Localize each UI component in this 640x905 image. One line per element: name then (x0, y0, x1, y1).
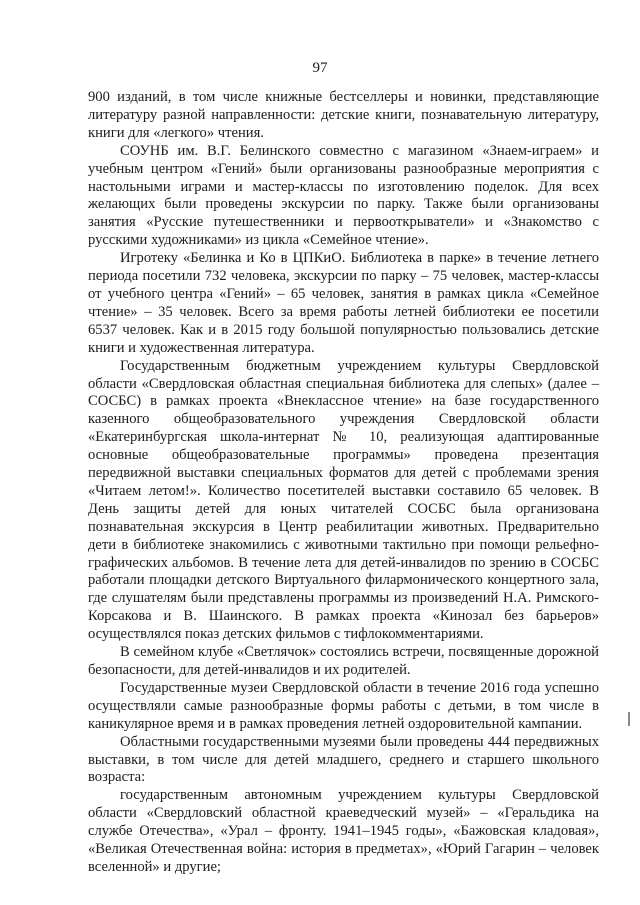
paragraph-regional-museum: государственным автономным учреждением культуры Свердловской области «Свердловский областной краеведческий музей» – «Геральдика на службе Отечества», «Урал – фронту. 1941–1945 годы», «Бажовская кладовая», «Великая Отечественная война: история в предметах», «Юрий Гагарин – человек вселенной» и другие; (88, 787, 599, 875)
paragraph-family-club: В семейном клубе «Светлячок» состоялись встречи, посвященные дорожной безопасности, для детей-инвалидов и их родителей. (88, 644, 599, 678)
paragraph-sounb-events: СОУНБ им. В.Г. Белинского совместно с магазином «Знаем-играем» и учебным центром «Гений» были организованы разнообразные мероприятия с настольными играми и мастер-классы по изготовлению поделок. Для всех желающих были проведены экскурсии по парку. Также были организованы занятия «Русские путешественники и первооткрыватели» и «Знакомство с русскими художниками» из цикла «Семейное чтение». (88, 142, 599, 249)
paragraph-exhibitions: Областными государственными музеями были проведены 444 передвижных выставки, в том числе для детей младшего, среднего и старшего школьного возраста: (88, 733, 599, 786)
scan-margin-mark (628, 712, 630, 726)
body-text (88, 89, 599, 877)
paragraph-sosbs: Государственным бюджетным учреждением культуры Свердловской области «Свердловская областная специальная библиотека для слепых» (далее – СОСБС) в рамках проекта «Внеклассное чтение» на базе государственного казенного общеобразовательного учреждения Свердловской области «Екатеринбургская школа-интернат № 10, реализующая адаптированные основные общеобразовательные программы» проведена презентация передвижной выставки специальных форматов для детей с проблемами зрения «Читаем летом!». Количество посетителей выставки составило 65 человек. В День защиты детей для юных читателей СОСБС была организована познавательная экскурсия в Центр реабилитации животных. Предварительно дети в библиотеке знакомились с животными тактильно при помощи рельефно-графических альбомов. В течение лета для детей-инвалидов по зрению в СОСБС работали площадки детского Виртуального филармонического концертного зала, где слушателям были представлены программы из произведений Н.А. Римского-Корсакова и В. Шаинского. В рамках проекта «Кинозал без барьеров» осуществлялся показ детских фильмов с тифлокомментариями. (88, 357, 599, 643)
paragraph-museums: Государственные музеи Свердловской области в течение 2016 года успешно осуществляли самые разнообразные формы работы с детьми, в том числе в каникулярное время и в рамках проведения летней оздоровительной кампании. (88, 679, 599, 732)
paragraph-continuation: 900 изданий, в том числе книжные бестселлеры и новинки, представляющие литературу разной направленности: детские книги, познавательную литературу, книги для «легкого» чтения. (88, 89, 599, 141)
paragraph-game-library: Игротеку «Белинка и Ко в ЦПКиО. Библиотека в парке» в течение летнего периода посетили 732 человека, экскурсии по парку – 75 человек, мастер-классы от учебного центра «Гений» – 65 человек, занятия в рамках цикла «Семейное чтение» – 35 человек. Всего за время работы летней библиотеки ее посетили 6537 человек. Как и в 2015 году большой популярностью пользовались детские книги и художественная литература. (88, 250, 599, 356)
page-number: 97 (312, 60, 328, 76)
